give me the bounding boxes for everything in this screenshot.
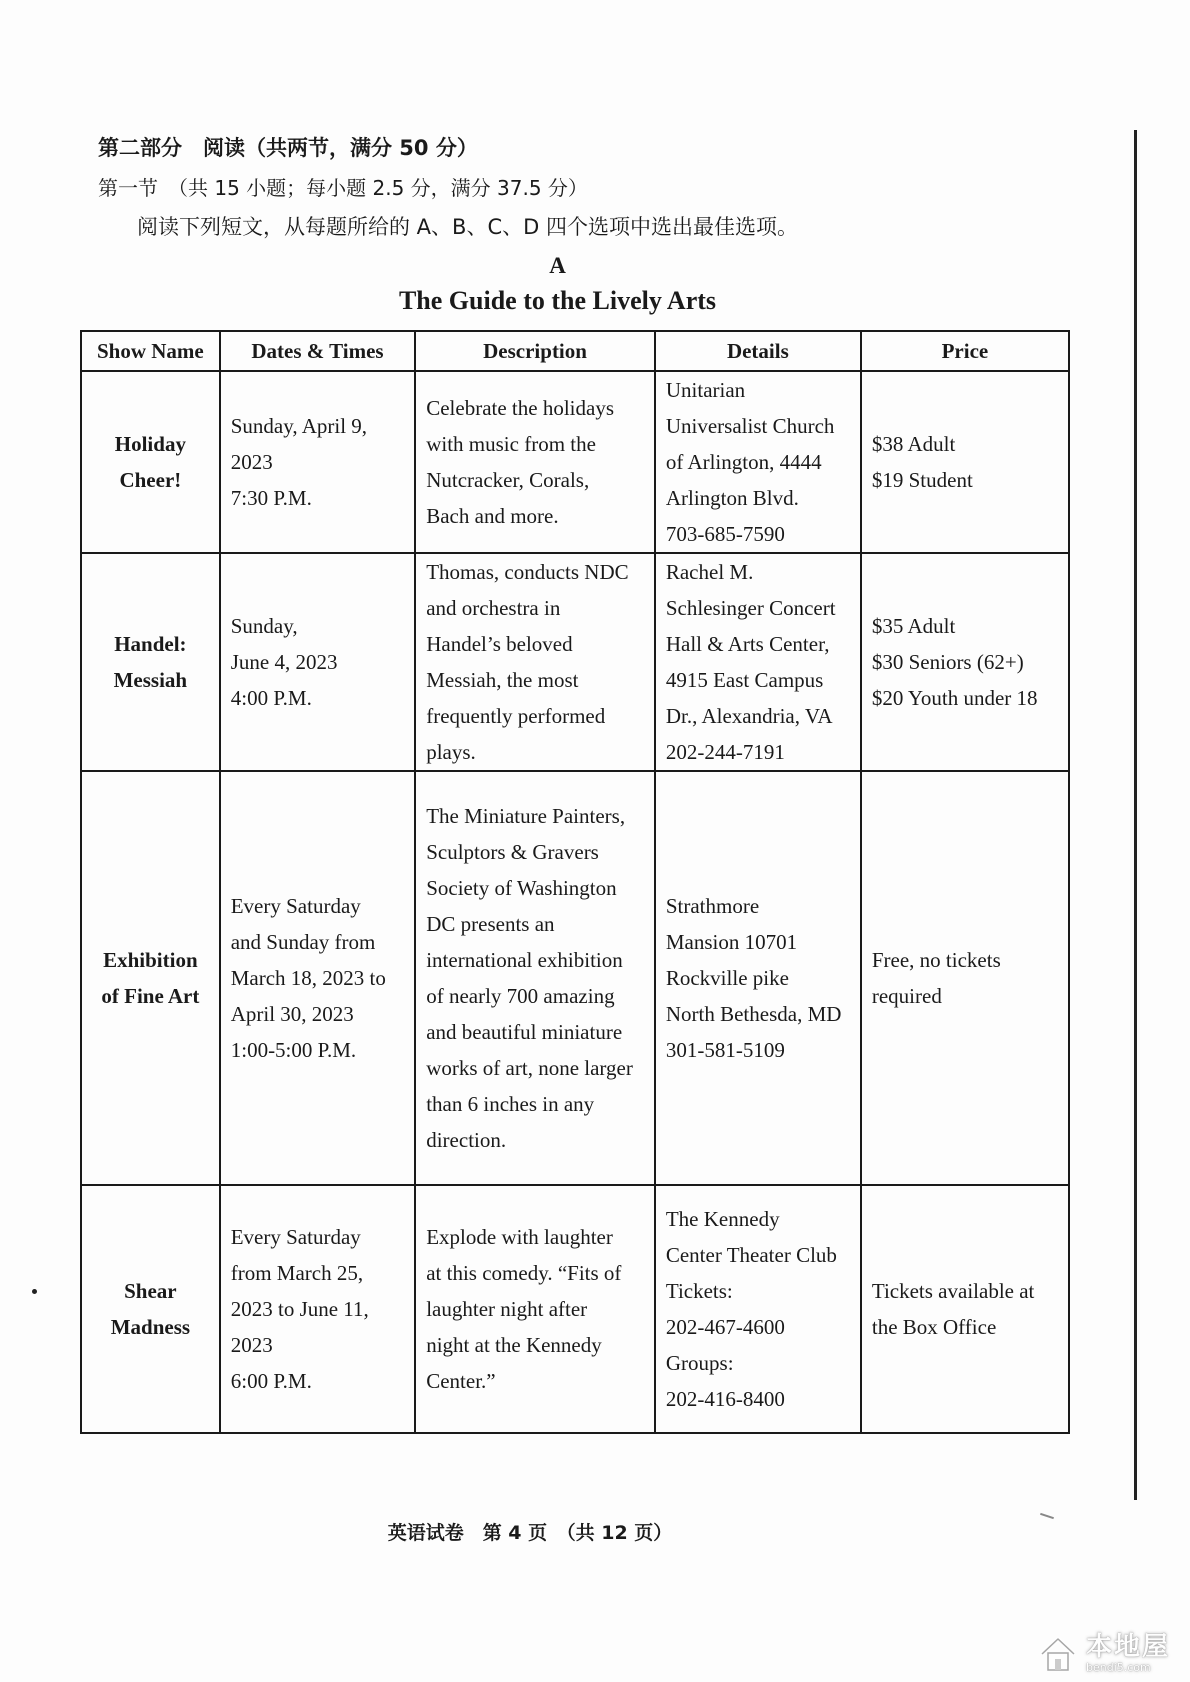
table-header-row bbox=[81, 331, 1069, 371]
watermark bbox=[1038, 1633, 1170, 1674]
header-dates-times: Dates & Times bbox=[220, 331, 415, 371]
margin-rule bbox=[1134, 130, 1137, 1500]
header-price: Price bbox=[861, 331, 1069, 371]
description-cell: Thomas, conducts NDC and orchestra in Handel’s beloved Messiah, the most frequently performed plays. bbox=[415, 553, 655, 771]
show-name-cell: Exhibition of Fine Art bbox=[81, 771, 220, 1185]
instructions: 阅读下列短文，从每题所给的 A、B、C、D 四个选项中选出最佳选项。 bbox=[137, 215, 798, 239]
price-cell: Free, no tickets required bbox=[861, 771, 1069, 1185]
dates-cell: Sunday, April 9, 2023 7:30 P.M. bbox=[220, 371, 415, 553]
part-heading: 第二部分 阅读（共两节，满分 50 分） bbox=[98, 136, 478, 160]
header-details: Details bbox=[655, 331, 861, 371]
dates-cell: Sunday, June 4, 2023 4:00 P.M. bbox=[220, 553, 415, 771]
scan-speck bbox=[32, 1289, 37, 1294]
description-cell: Explode with laughter at this comedy. “Fits of laughter night after night at the Kennedy Center.” bbox=[415, 1185, 655, 1433]
header-show-name: Show Name bbox=[81, 331, 220, 371]
events-table bbox=[80, 330, 1070, 1434]
show-name-cell: Holiday Cheer! bbox=[81, 371, 220, 553]
house-icon bbox=[1038, 1634, 1078, 1674]
watermark-name: 本地屋 bbox=[1085, 1632, 1170, 1662]
dates-cell: Every Saturday from March 25, 2023 to June 11, 2023 6:00 P.M. bbox=[220, 1185, 415, 1433]
price-cell: Tickets available at the Box Office bbox=[861, 1185, 1069, 1433]
show-name-cell: Shear Madness bbox=[81, 1185, 220, 1433]
section-heading: 第一节 （共 15 小题；每小题 2.5 分，满分 37.5 分） bbox=[98, 176, 588, 200]
price-cell: $38 Adult $19 Student bbox=[861, 371, 1069, 553]
details-cell: Strathmore Mansion 10701 Rockville pike North Bethesda, MD 301-581-5109 bbox=[655, 771, 861, 1185]
details-cell: Unitarian Universalist Church of Arlington, 4444 Arlington Blvd. 703-685-7590 bbox=[655, 371, 861, 553]
description-cell: The Miniature Painters, Sculptors & Gravers Society of Washington DC presents an international exhibition of nearly 700 amazing and beautiful miniature works of art, none larger than 6 inches in any direction. bbox=[415, 771, 655, 1185]
table-row bbox=[81, 553, 1069, 771]
header-description: Description bbox=[415, 331, 655, 371]
details-cell: The Kennedy Center Theater Club Tickets: 202-467-4600 Groups: 202-416-8400 bbox=[655, 1185, 861, 1433]
details-cell: Rachel M. Schlesinger Concert Hall & Arts Center, 4915 East Campus Dr., Alexandria, VA 202-244-7191 bbox=[655, 553, 861, 771]
price-cell: $35 Adult $30 Seniors (62+) $20 Youth under 18 bbox=[861, 553, 1069, 771]
table-row bbox=[81, 771, 1069, 1185]
passage-letter: A bbox=[549, 253, 566, 278]
page-footer: 英语试卷 第 4 页 （共 12 页） bbox=[387, 1522, 673, 1544]
description-cell: Celebrate the holidays with music from the Nutcracker, Corals, Bach and more. bbox=[415, 371, 655, 553]
dates-cell: Every Saturday and Sunday from March 18, 2023 to April 30, 2023 1:00-5:00 P.M. bbox=[220, 771, 415, 1185]
watermark-site: bendi5.com bbox=[1085, 1661, 1151, 1674]
show-name-cell: Handel: Messiah bbox=[81, 553, 220, 771]
table-row bbox=[81, 1185, 1069, 1433]
passage-title: The Guide to the Lively Arts bbox=[398, 286, 717, 315]
table-row bbox=[81, 371, 1069, 553]
